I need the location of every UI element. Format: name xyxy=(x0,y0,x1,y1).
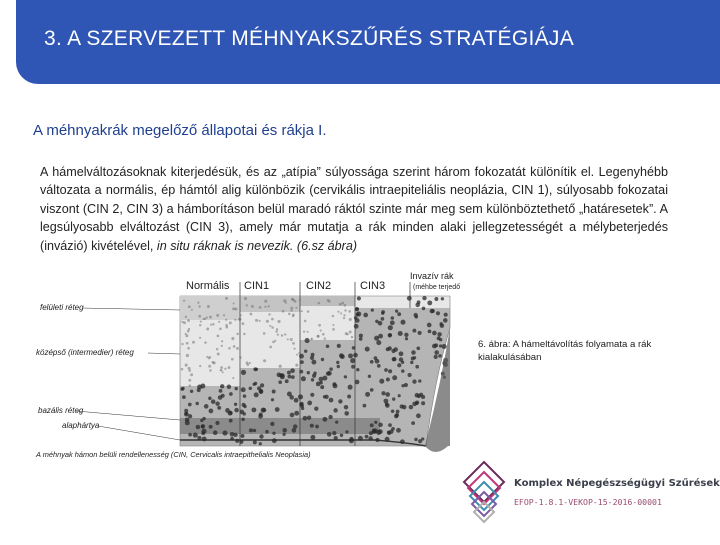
page-title: 3. A SZERVEZETT MÉHNYAKSZŰRÉS STRATÉGIÁJA xyxy=(44,27,575,50)
layer-label-intermediate: középső (intermedier) réteg xyxy=(36,348,134,357)
section-subtitle: A méhnyakrák megelőző állapotai és rákja I. xyxy=(33,122,327,139)
body-text-italic: in situ ráknak is nevezik. (6.sz ábra) xyxy=(156,238,358,253)
logo-diamond-icon xyxy=(456,456,512,540)
body-paragraph xyxy=(40,163,668,255)
stage-label-normal: Normális xyxy=(186,280,230,292)
header xyxy=(0,0,720,84)
stage-label-cin1: CIN1 xyxy=(244,280,270,292)
body-text-main: A hámelváltozásoknak kiterjedésük, és az „atípia” súlyossága szerint három fokozatát különítik el. Legenyhébb változata a normális, ép hámtól alig különbözik (cervikális intraepiteliális neoplázia, CIN 1), súlyosabb fokozatai viszont (CIN 2, CIN 3) a hámborításon belül maradó ráktól szinte már meg sem különböztethető „határesetek”. A legsúlyosabb elváltozást (CIN 3), amely már mutatja a rák minden alaki jellegzetességét a mélybeterjedés (invázió) kivételével, xyxy=(40,165,668,253)
logo-code: EFOP-1.8.1-VEKOP-15-2016-00001 xyxy=(514,497,662,507)
layer-label-basal: bazális réteg xyxy=(38,406,84,415)
figure-caption: 6. ábra: A hámeltávolítás folyamata a rák kialakulásában xyxy=(478,339,652,363)
program-logo xyxy=(456,456,720,540)
stage-label-invasive-sub: (méhbe terjedő) xyxy=(413,284,460,291)
cin-illustration xyxy=(30,268,460,460)
stage-label-cin2: CIN2 xyxy=(306,280,332,292)
logo-title: Komplex Népegészségügyi Szűrések xyxy=(514,478,720,489)
figure-bottom-caption: A méhnyak hámon belüli rendellenesség (CIN, Cervicalis intraepithelialis Neoplasia) xyxy=(36,450,311,459)
layer-label-superficial: felületi réteg xyxy=(40,303,84,312)
stage-label-invasive: Invazív rák xyxy=(410,271,454,281)
stage-label-cin3: CIN3 xyxy=(360,280,386,292)
cin-diagram-svg xyxy=(30,268,460,460)
layer-label-membrane: alaphártya xyxy=(62,421,100,430)
